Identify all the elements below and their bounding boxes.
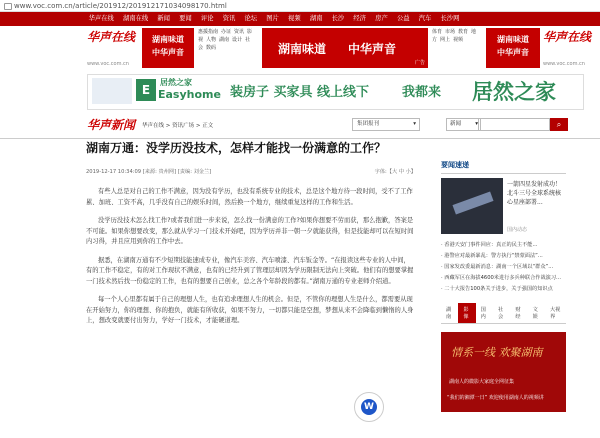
nav-item[interactable]: 汽车 bbox=[418, 15, 432, 22]
ad-tagline-3: 居然之家 bbox=[472, 80, 556, 104]
address-bar[interactable] bbox=[0, 0, 600, 12]
ad1-taste-c: 湖南味道 bbox=[278, 42, 327, 56]
article-paragraph: 据悉，在湖南万通有不少短期技能速成专业，像汽车美容、汽车喷漆、汽车钣金等。“在报读这些专业的人中间，有的工作不稳定，有的对工作现状不满意，也有的已经升到了管理层却因为学历限制无法向上突破。他们有的想要掌握一门技术然后找一份稳定的工作，也有的想要自己创业，总之各个年龄段的都有。”湖南万通的专业老师介绍道。 bbox=[86, 256, 414, 285]
ad-logo-left[interactable] bbox=[87, 28, 139, 68]
breadcrumb-sep: > bbox=[164, 123, 173, 129]
ad-cats-right bbox=[432, 28, 482, 68]
feature-sub: 国内动态 bbox=[507, 227, 528, 233]
breadcrumb-bar bbox=[0, 112, 600, 139]
ad-category[interactable]: 体育 bbox=[432, 29, 443, 35]
breadcrumb-item[interactable]: 华声在线 bbox=[142, 123, 165, 129]
tab-5[interactable]: 文娱 bbox=[532, 307, 538, 320]
feature-title: 一箭四星发射成功！北斗三号全球系统核心星座部署... bbox=[507, 181, 562, 206]
breadcrumb bbox=[142, 121, 213, 129]
tab-3[interactable]: 社会 bbox=[497, 307, 504, 320]
nav-item[interactable]: 图片 bbox=[266, 15, 279, 22]
ad-category[interactable]: 教育 bbox=[458, 29, 469, 35]
sidebar-ad[interactable] bbox=[441, 332, 566, 412]
news-item[interactable]: · 西藏军区在海拔4600米进行多兵种联合作战演习... bbox=[441, 275, 562, 281]
feature-news[interactable] bbox=[441, 178, 566, 236]
nav-item[interactable]: 经济 bbox=[353, 15, 366, 22]
nav-item[interactable]: 湖南 bbox=[309, 15, 323, 22]
top-nav bbox=[0, 12, 600, 26]
ad-category[interactable]: 网上 bbox=[440, 37, 451, 43]
tab-6[interactable]: 大视界 bbox=[549, 307, 561, 320]
ad-person-image bbox=[92, 78, 132, 104]
newspaper-select-label: 集团报刊 bbox=[357, 121, 380, 127]
ad1-sub-r: www.voc.com.cn bbox=[543, 61, 585, 67]
news-item[interactable]: · 香港天安门事件回应：真正的民主不能... bbox=[441, 242, 538, 248]
ad-category[interactable]: 湖南 bbox=[219, 37, 230, 43]
article-paragraph: 每一个人心里都有属于自己的理想人生，也有追求理想人生的机会。但是，不管你的理想人生是什么，都需要从现在开始努力，你的理想、你的抱负，就能有所收获，如果不努力，一切都只能是空想，梦想从来不会降临到懒惰的人身上，想改变就要付出努力，学好一门技术，才能硬道理。 bbox=[86, 296, 414, 324]
chevron-down-icon: ▾ bbox=[475, 121, 478, 127]
satellite-image bbox=[441, 178, 503, 234]
tab-2[interactable]: 国内 bbox=[480, 307, 486, 320]
article-paragraph: 没学历没技术怎么找工作?或者我们进一步来说，怎么找一份满意的工作?如果你想要不劳而获，那么抱歉，答案是不可能。如果你想要改变，那么就从学习一门技术开始吧，因为学历并非一朝一夕就能获得，但是技能却可以在短时间内习得，并且应用到你的工作中去。 bbox=[86, 217, 414, 245]
easyhome-logo-icon: E bbox=[136, 79, 156, 101]
sidebar bbox=[441, 160, 566, 412]
page-icon bbox=[4, 3, 12, 10]
sidebar-ad-sub: 湖南人的微影大家庭全网征集 bbox=[449, 379, 515, 385]
ad-category[interactable]: 资讯 bbox=[234, 29, 245, 35]
tab-0[interactable]: 湖南 bbox=[446, 307, 452, 320]
search-input[interactable] bbox=[478, 118, 550, 131]
w-logo-icon: W bbox=[361, 399, 377, 415]
nav-item[interactable]: 公益 bbox=[396, 15, 410, 22]
article-meta bbox=[86, 168, 416, 175]
ad-banner-center[interactable] bbox=[262, 28, 428, 68]
search-button[interactable] bbox=[550, 118, 568, 131]
ad-category[interactable]: 惠援指南 bbox=[198, 29, 219, 35]
nav-item[interactable]: 视频 bbox=[288, 15, 301, 22]
article bbox=[86, 140, 416, 327]
nav-item[interactable]: 房产 bbox=[375, 15, 388, 22]
nav-item[interactable]: 论坛 bbox=[244, 15, 258, 22]
nav-item[interactable]: 华声在线 bbox=[88, 15, 114, 22]
font-size-control[interactable]: 字体:【大 中 小】 bbox=[374, 169, 416, 175]
nav-item[interactable]: 要闻 bbox=[179, 15, 192, 22]
nav-item[interactable]: 长沙网 bbox=[440, 15, 460, 22]
newspaper-select[interactable] bbox=[352, 118, 420, 131]
nav-item[interactable]: 湖南在线 bbox=[122, 15, 149, 22]
ad-category[interactable]: 市场 bbox=[445, 29, 456, 35]
category-tabs bbox=[441, 303, 566, 324]
search-icon: ⌕ bbox=[556, 120, 562, 129]
ad-logo-right[interactable] bbox=[543, 28, 595, 68]
ad-taste-left[interactable] bbox=[142, 28, 194, 68]
search-type-label: 新闻 bbox=[450, 121, 462, 127]
tab-4[interactable]: 财经 bbox=[515, 307, 521, 320]
ad-category[interactable]: 影视 bbox=[198, 29, 253, 43]
breadcrumb-item[interactable]: 资讯广场 bbox=[172, 123, 195, 129]
news-item[interactable]: · 港警应对最新暴乱：警方执行“禁蒙面法”... bbox=[441, 253, 543, 259]
ad-tag-c: 广告 bbox=[414, 60, 425, 66]
ad-category[interactable]: 人物 bbox=[206, 37, 217, 43]
sidebar-ad-caption: “我们的湘潭一日” 欢迎使用湖南人的视频讲 bbox=[447, 395, 544, 401]
ad-taste-right[interactable] bbox=[486, 28, 540, 68]
ad1-logo: 华声在线 bbox=[87, 30, 136, 44]
nav-item[interactable]: 评论 bbox=[200, 15, 214, 22]
article-source: [来源: 贵州网] bbox=[142, 169, 177, 175]
url-text: www.voc.com.cn/article/201912/201912171034098170.html bbox=[14, 2, 227, 10]
article-paragraph: 有些人总是对自己的工作不满意，因为没有学历，也没有系统专业的技术，总是这个地方待一段时间，受不了工作累、加班、工资不高，几乎没有自己的娱乐时间，然后换一个地方，继续重复这样的工作和生活。 bbox=[86, 188, 413, 206]
ad-category[interactable]: 设计 bbox=[232, 37, 243, 43]
news-list bbox=[441, 240, 566, 295]
ad1-logo-r: 华声在线 bbox=[543, 30, 592, 44]
ad-tagline-1: 装房子 买家具 线上线下 bbox=[230, 85, 370, 100]
article-title: 湖南万通：没学历没技术，怎样才能找一份满意的工作？ bbox=[86, 141, 387, 155]
floating-widget[interactable] bbox=[354, 392, 384, 422]
brand-cn: 居然之家 bbox=[160, 78, 192, 87]
site-logo[interactable]: 华声新闻 bbox=[87, 118, 136, 132]
nav-item[interactable]: 新闻 bbox=[157, 15, 170, 22]
easyhome-ad[interactable] bbox=[0, 72, 600, 110]
ad-category[interactable]: 数码 bbox=[206, 45, 217, 51]
news-item[interactable]: · 二十大报告100条关于进步，关于强国的知识点 bbox=[441, 286, 553, 292]
nav-item[interactable]: 资讯 bbox=[222, 15, 236, 22]
ad-cats-left bbox=[198, 28, 258, 68]
ad1-voice-c: 中华声音 bbox=[348, 42, 397, 56]
ad-category[interactable]: 地方 bbox=[432, 29, 477, 43]
ad1-sub: www.voc.com.cn bbox=[87, 61, 129, 67]
article-body bbox=[86, 187, 416, 327]
breadcrumb-item[interactable]: 正文 bbox=[202, 123, 214, 129]
sidebar-head: 要闻速递 bbox=[441, 160, 566, 174]
article-date: 2019-12-17 10:34:09 bbox=[86, 169, 142, 175]
ad1-taste-l: 湖南味道 bbox=[152, 35, 184, 44]
chevron-down-icon: ▾ bbox=[413, 121, 416, 127]
ad1-voice-r: 中华声音 bbox=[497, 48, 529, 57]
news-item[interactable]: · 国家发改委最新消息：湖南一个区域以“群众”... bbox=[441, 264, 554, 270]
ad1-voice-l: 中华声音 bbox=[152, 48, 184, 57]
ad-category[interactable]: 社会 bbox=[198, 37, 251, 51]
ad-category[interactable]: 办证 bbox=[221, 29, 232, 35]
ad1-taste-r: 湖南味道 bbox=[497, 35, 529, 44]
breadcrumb-sep: > bbox=[194, 123, 203, 129]
article-editor: [责编: 刘金兰] bbox=[177, 169, 212, 175]
sidebar-ad-title: 情系一线 欢聚湖南 bbox=[451, 346, 543, 359]
nav-item[interactable]: 长沙 bbox=[331, 15, 345, 22]
ad-tagline-2: 我都来 bbox=[402, 85, 442, 100]
header-ad-row bbox=[0, 26, 600, 70]
brand-en: Easyhome bbox=[158, 88, 221, 101]
ad-category[interactable]: 视频 bbox=[453, 37, 464, 43]
search-type-select[interactable] bbox=[446, 118, 481, 131]
tab-1[interactable]: 影像 bbox=[458, 303, 475, 323]
